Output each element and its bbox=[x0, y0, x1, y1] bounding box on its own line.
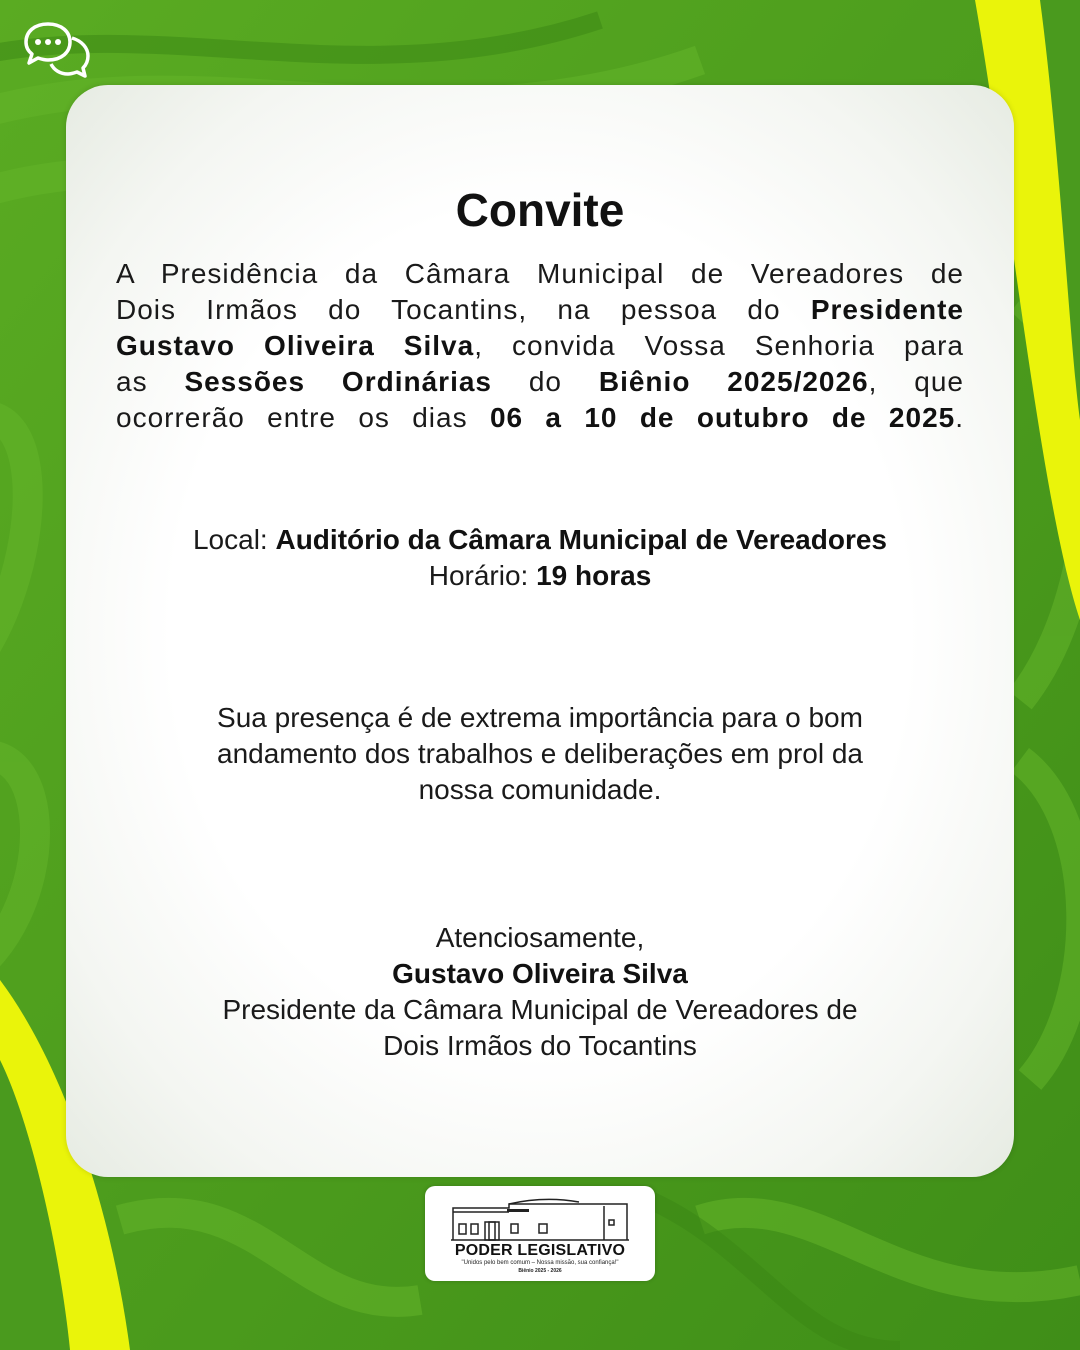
intro-text: , convida Vossa Senhoria para bbox=[474, 330, 964, 361]
logo-title: PODER LEGISLATIVO bbox=[454, 1242, 626, 1259]
event-location bbox=[66, 522, 1014, 558]
importance-message bbox=[66, 700, 1014, 808]
chat-bubbles-icon bbox=[24, 18, 92, 86]
session-name: Sessões Ordinárias bbox=[184, 366, 492, 397]
intro-line bbox=[116, 292, 964, 328]
intro-text: , que bbox=[868, 366, 964, 397]
intro-line bbox=[116, 328, 964, 364]
location-value: Auditório da Câmara Municipal de Vereadores bbox=[275, 524, 887, 555]
intro-text: do bbox=[492, 366, 599, 397]
event-details bbox=[66, 522, 1014, 594]
location-label: Local: bbox=[192, 524, 276, 555]
invitation-intro bbox=[116, 256, 964, 436]
message-line: nossa comunidade. bbox=[418, 774, 662, 805]
closing-text: Atenciosamente, bbox=[435, 922, 645, 953]
logo-biennium: Biênio 2025 - 2026 bbox=[518, 1268, 562, 1274]
legislative-logo bbox=[425, 1186, 655, 1281]
event-time bbox=[66, 558, 1014, 594]
intro-line bbox=[116, 256, 964, 292]
intro-text: Dois Irmãos do Tocantins, na pessoa do bbox=[116, 294, 811, 325]
intro-text: . bbox=[955, 402, 964, 433]
president-title: Presidente bbox=[810, 294, 964, 325]
session-dates: 06 a 10 de outubro de 2025 bbox=[489, 402, 956, 433]
building-icon bbox=[449, 1194, 631, 1242]
president-name: Gustavo Oliveira Silva bbox=[116, 330, 475, 361]
intro-line bbox=[116, 400, 964, 436]
time-value: 19 horas bbox=[536, 560, 652, 591]
signer-name: Gustavo Oliveira Silva bbox=[392, 958, 688, 989]
signature-block bbox=[66, 920, 1014, 1064]
time-label: Horário: bbox=[428, 560, 537, 591]
signer-role: Presidente da Câmara Municipal de Vereadores de bbox=[222, 994, 858, 1025]
biennium: Biênio 2025/2026 bbox=[598, 366, 869, 397]
invitation-title: Convite bbox=[455, 184, 625, 236]
intro-text: ocorrerão entre os dias bbox=[116, 402, 490, 433]
message-line: Sua presença é de extrema importância para o bom bbox=[217, 702, 863, 733]
intro-line bbox=[116, 364, 964, 400]
intro-text: as bbox=[116, 366, 185, 397]
intro-text: A Presidência da Câmara Municipal de Vereadores de bbox=[116, 258, 964, 289]
message-line: andamento dos trabalhos e deliberações em prol da bbox=[217, 738, 863, 769]
signer-role: Dois Irmãos do Tocantins bbox=[383, 1030, 697, 1061]
logo-motto: "Unidos pelo bem comum – Nossa missão, sua confiança!" bbox=[461, 1260, 619, 1266]
